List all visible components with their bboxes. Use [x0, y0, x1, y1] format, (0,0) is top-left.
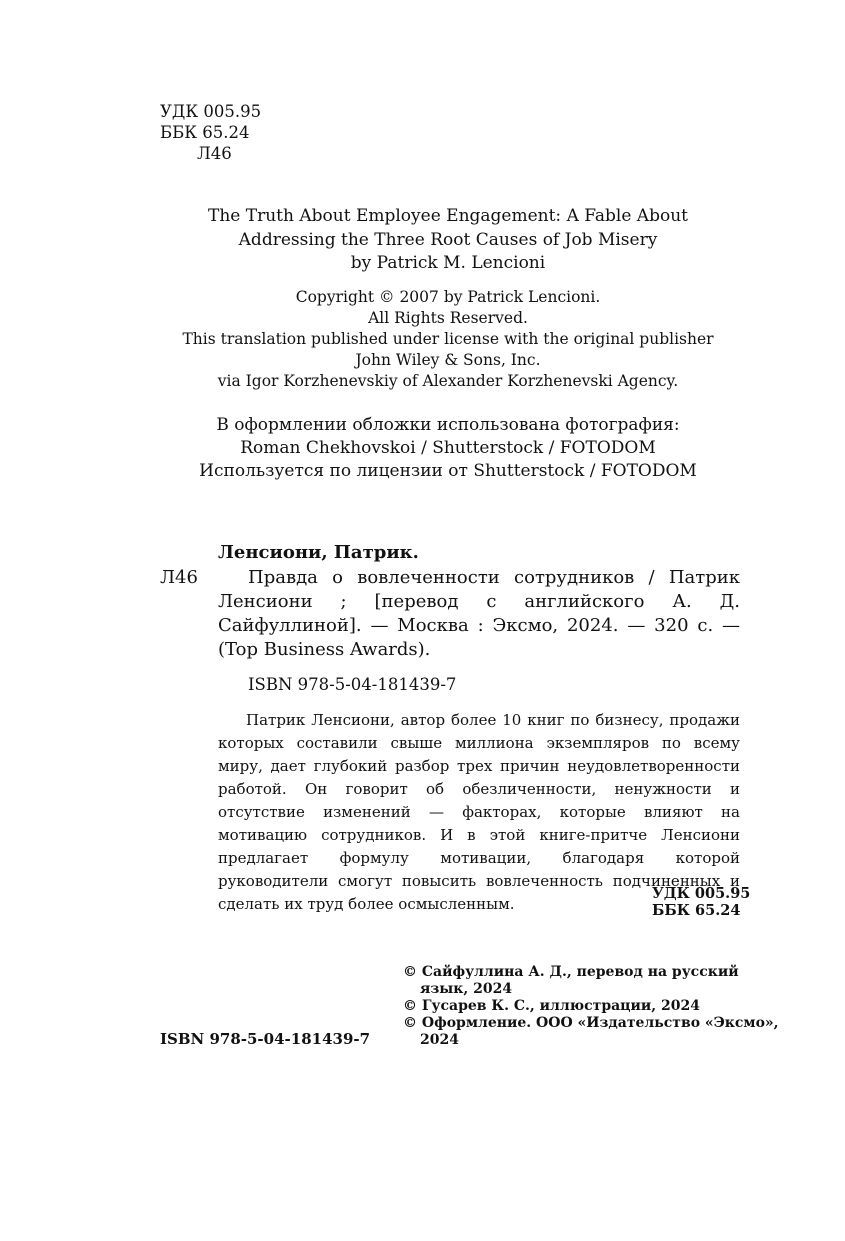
bbk-code: ББК 65.24 — [160, 123, 250, 142]
copyright-item: © Оформление. ООО «Издательство «Эксмо», 2024 — [403, 1015, 779, 1048]
original-byline: by Patrick M. Lencioni — [350, 253, 546, 273]
copyright-line1: Copyright © 2007 by Patrick Lencioni. — [295, 288, 601, 306]
copyright-line3: This translation published under license with the original publisher — [182, 330, 714, 348]
isbn-bottom: ISBN 978-5-04-181439-7 — [160, 1030, 371, 1048]
record-isbn: ISBN 978-5-04-181439-7 — [248, 675, 457, 694]
original-title-line2: Addressing the Three Root Causes of Job Misery — [238, 229, 658, 250]
copyright-line2: All Rights Reserved. — [368, 309, 528, 327]
classification-block — [160, 101, 261, 164]
record-code: Л46 — [160, 567, 198, 588]
copyright-list — [403, 964, 783, 1049]
copyright-item: © Гусарев К. С., иллюстрации, 2024 — [403, 998, 701, 1014]
copyright-item: © Сайфуллина А. Д., перевод на русский язык, 2024 — [403, 964, 739, 997]
cover-credit-line1: В оформлении обложки использована фотография: — [216, 415, 680, 435]
cover-credit-line2: Roman Chekhovskoi / Shutterstock / FOTODOM — [240, 438, 656, 458]
record-description: Правда о вовлеченности сотрудников / Патрик Ленсиони ; [перевод с английского А. Д. Сайфуллиной]. — Москва : Эксмо, 2024. — 320 с. — (Top Business Awards). — [218, 567, 740, 660]
original-edition — [110, 205, 786, 276]
cover-credit — [110, 414, 786, 483]
copyright-line4: John Wiley & Sons, Inc. — [355, 351, 541, 369]
record-author: Ленсиони, Патрик. — [218, 542, 419, 563]
original-title-line1: The Truth About Employee Engagement: A Fable About — [208, 206, 688, 226]
copyright-line5: via Igor Korzhenevskiy of Alexander Korzhenevski Agency. — [217, 372, 679, 390]
bbk-code-right: ББК 65.24 — [652, 902, 741, 919]
udk-code: УДК 005.95 — [160, 102, 262, 121]
udk-code-right: УДК 005.95 — [652, 885, 751, 902]
author-mark: Л46 — [197, 144, 232, 163]
cover-credit-line3: Используется по лицензии от Shutterstock / FOTODOM — [199, 461, 697, 481]
classification-right — [652, 885, 750, 919]
copyright-notice — [110, 287, 786, 392]
annotation: Патрик Ленсиони, автор более 10 книг по бизнесу, продажи которых составили свыше миллиона экземпляров по всему миру, дает глубокий разбор трех причин неудовлетворенности работой. Он говорит об обезличенности, ненужности и отсутствие изменений — факторах, которые влияют на мотивацию сотрудников. И в этой книге-притче Ленсиони предлагает формулу мотивации, благодаря которой руководители смогут повысить вовлеченность подчиненных и сделать их труд более осмысленным. — [218, 711, 740, 913]
